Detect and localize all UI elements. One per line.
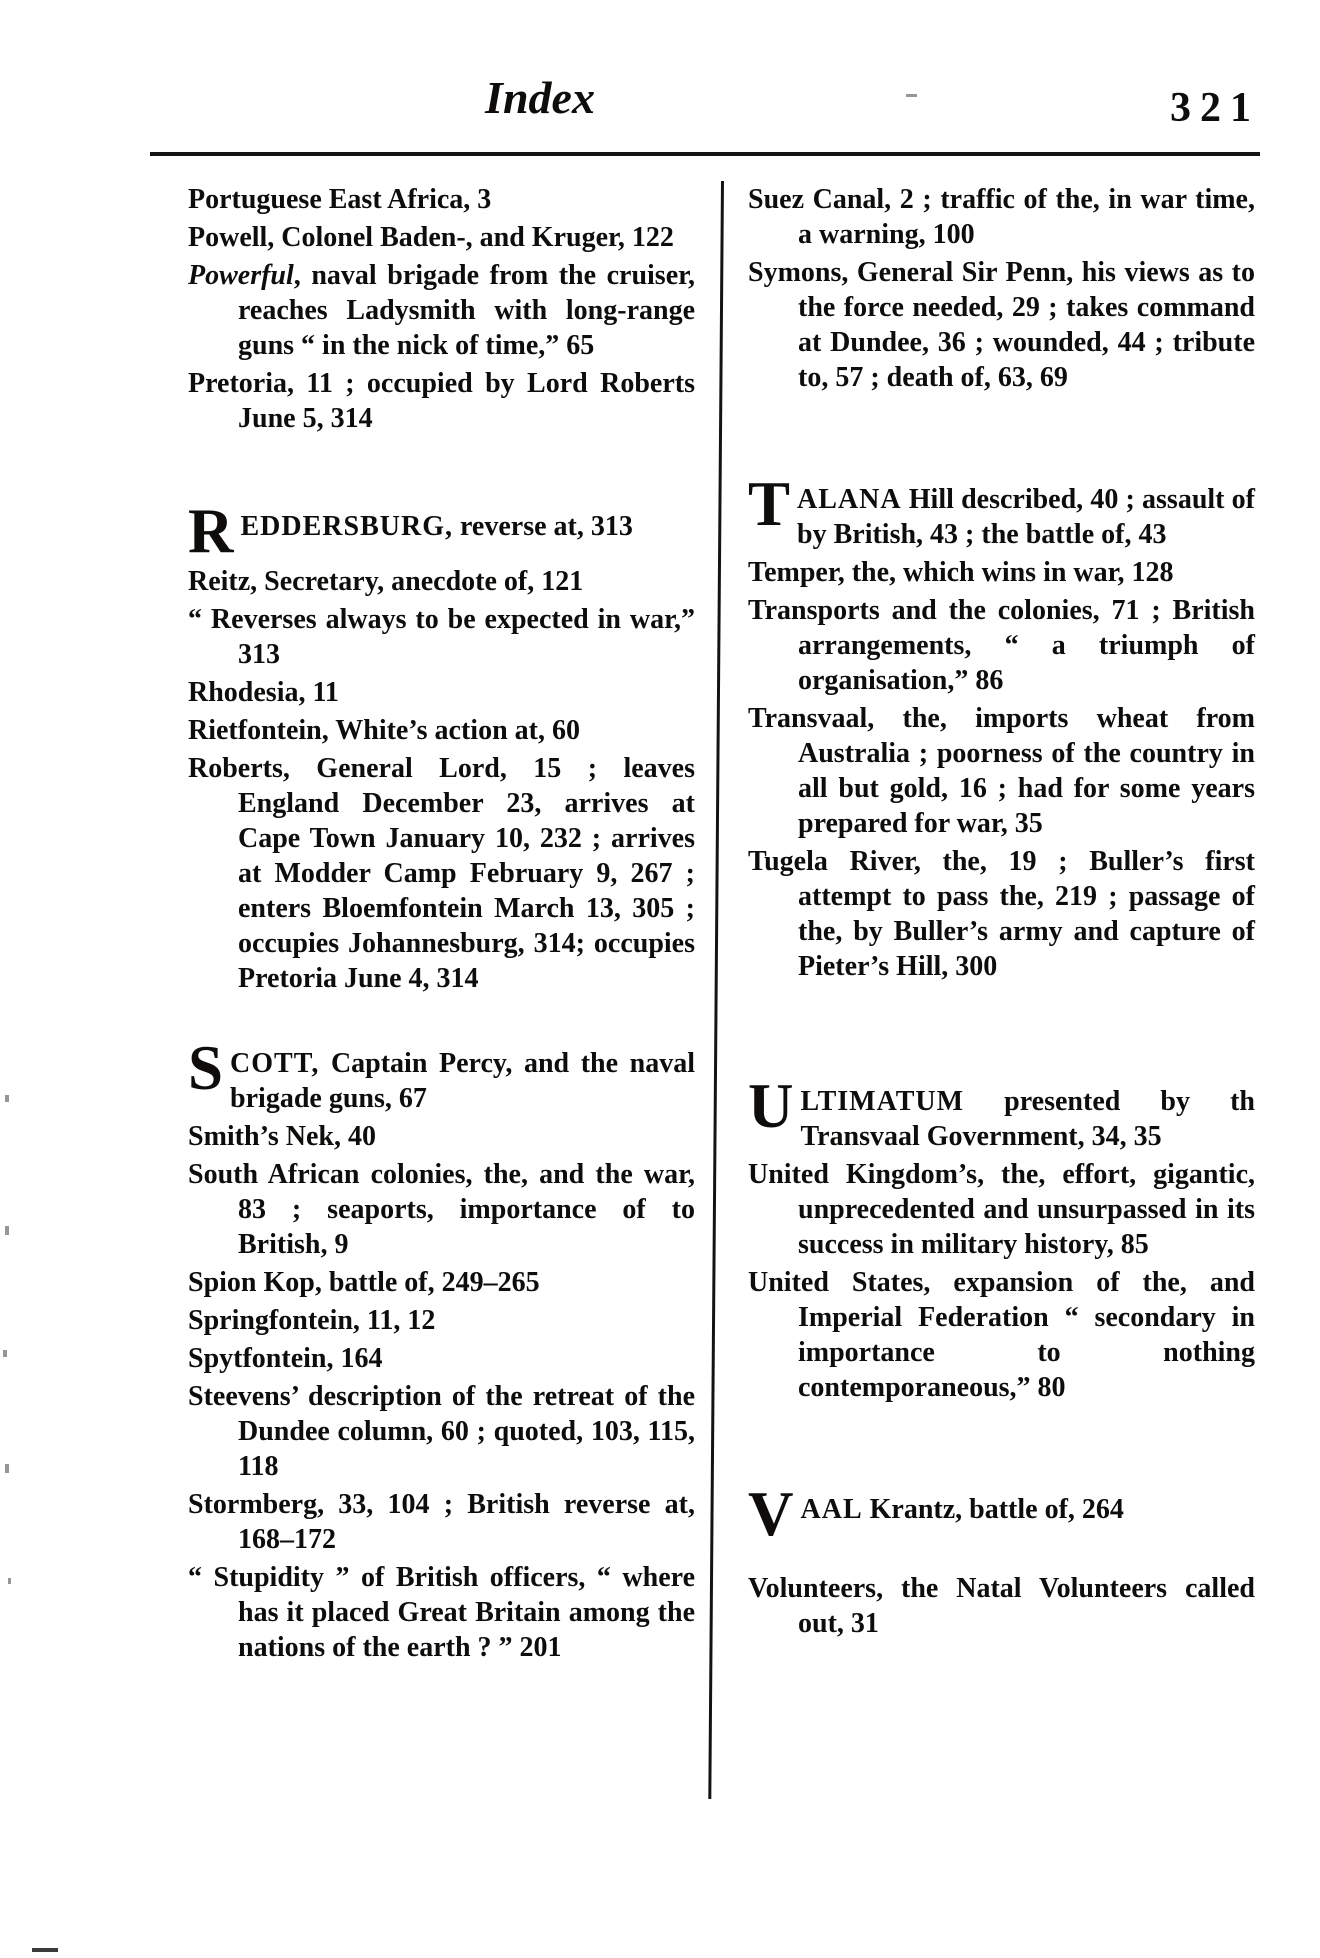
index-entry: United Kingdom’s, the, effort, gigantic, unprecedented and unsurpassed in its success in military history, 85: [748, 1159, 1255, 1260]
index-entry: VAAL Krantz, battle of, 264: [748, 1479, 1124, 1549]
index-entry: TALANA Hill described, 40 ; assault of by British, 43 ; the battle of, 43: [748, 469, 1255, 550]
dropcap-letter: T: [748, 469, 791, 539]
scan-artifact: [3, 1350, 7, 1357]
index-entry: South African colonies, the, and the war, 83 ; seaports, importance of to British, 9: [188, 1159, 695, 1260]
index-entry: Roberts, General Lord, 15 ; leaves England December 23, arrives at Cape Town January 10, 232 ; arrives at Modder Camp February 9, 267 ; enters Bloemfontein March 13, 305 ; occupies Johannesburg, 314; occupies Pretoria June 4, 314: [188, 753, 695, 994]
index-entry: ULTIMATUM presented by th Transvaal Government, 34, 35: [748, 1071, 1255, 1152]
index-entry: Pretoria, 11 ; occupied by Lord Roberts June 5, 314: [188, 368, 695, 434]
entry-head: AAL: [800, 1494, 863, 1525]
index-entry: Reitz, Secretary, anecdote of, 121: [188, 566, 584, 597]
index-entry: Temper, the, which wins in war, 128: [748, 557, 1174, 588]
page-number: 321: [1170, 85, 1260, 131]
index-entry: Smith’s Nek, 40: [188, 1121, 376, 1152]
index-entry: Portuguese East Africa, 3: [188, 184, 492, 215]
index-column-left: [188, 182, 695, 1668]
scan-artifact: [906, 94, 917, 97]
index-entry: United States, expansion of the, and Imperial Federation “ secondary in importance to nothing contemporaneous,” 80: [748, 1267, 1255, 1403]
index-entry: Rhodesia, 11: [188, 677, 339, 708]
header-rule: [150, 152, 1260, 156]
entry-head: ALANA: [797, 484, 902, 515]
dropcap-letter: V: [748, 1479, 794, 1549]
index-entry: Rietfontein, White’s action at, 60: [188, 715, 580, 746]
entry-head: COTT,: [230, 1048, 320, 1079]
index-entry: “ Stupidity ” of British officers, “ where has it placed Great Britain among the nations of the earth ? ” 201: [188, 1562, 695, 1663]
index-section: [748, 1071, 1255, 1405]
index-entry: Transvaal, the, imports wheat from Australia ; poorness of the country in all but gold, 16 ; had for some years prepared for war, 35: [748, 703, 1255, 839]
index-section: [748, 469, 1255, 984]
entry-head: LTIMATUM: [800, 1086, 965, 1117]
index-section: [188, 182, 695, 436]
index-entry: Powell, Colonel Baden-, and Kruger, 122: [188, 222, 674, 253]
index-entry: Spytfontein, 164: [188, 1343, 383, 1374]
dropcap-letter: U: [748, 1071, 794, 1141]
index-entry: Symons, General Sir Penn, his views as to the force needed, 29 ; takes command at Dundee, 36 ; wounded, 44 ; tribute to, 57 ; death of, 63, 69: [748, 257, 1255, 393]
index-entry: Tugela River, the, 19 ; Buller’s first attempt to pass the, 219 ; passage of the, by Buller’s army and capture of Pieter’s Hill, 300: [748, 846, 1255, 982]
index-section: [188, 1033, 695, 1665]
index-entry: Powerful, naval brigade from the cruiser, reaches Ladysmith with long-range guns “ in the nick of time,” 65: [188, 260, 695, 361]
index-entry: Springfontein, 11, 12: [188, 1305, 436, 1336]
index-section: [748, 182, 1255, 395]
scan-artifact: [32, 1948, 58, 1952]
index-entry: Suez Canal, 2 ; traffic of the, in war time, a warning, 100: [748, 184, 1255, 250]
dropcap-letter: S: [188, 1033, 224, 1103]
index-entry: Steevens’ description of the retreat of the Dundee column, 60 ; quoted, 103, 115, 118: [188, 1381, 695, 1482]
index-entry: “ Reverses always to be expected in war,” 313: [188, 604, 695, 670]
entry-italic-lead: Powerful: [188, 260, 294, 291]
index-entry: REDDERSBURG, reverse at, 313: [188, 496, 633, 566]
running-title: Index: [485, 72, 595, 123]
index-entry: Spion Kop, battle of, 249–265: [188, 1267, 540, 1298]
dropcap-letter: R: [188, 496, 234, 566]
entry-head: EDDERSBURG,: [240, 511, 453, 542]
index-section: [748, 1479, 1255, 1641]
index-entry: Transports and the colonies, 71 ; British arrangements, “ a triumph of organisation,” 86: [748, 595, 1255, 696]
index-column-right: [748, 182, 1255, 1644]
scan-artifact: [5, 1464, 9, 1473]
scan-artifact: [5, 1095, 9, 1102]
index-entry: Volunteers, the Natal Volunteers called out, 31: [748, 1573, 1255, 1639]
column-divider: [708, 181, 724, 1799]
scan-artifact: [5, 1226, 9, 1235]
index-entry: Stormberg, 33, 104 ; British reverse at, 168–172: [188, 1489, 695, 1555]
scan-artifact: [8, 1578, 11, 1584]
index-entry: SCOTT, Captain Percy, and the naval brigade guns, 67: [188, 1033, 695, 1114]
index-section: [188, 496, 695, 996]
